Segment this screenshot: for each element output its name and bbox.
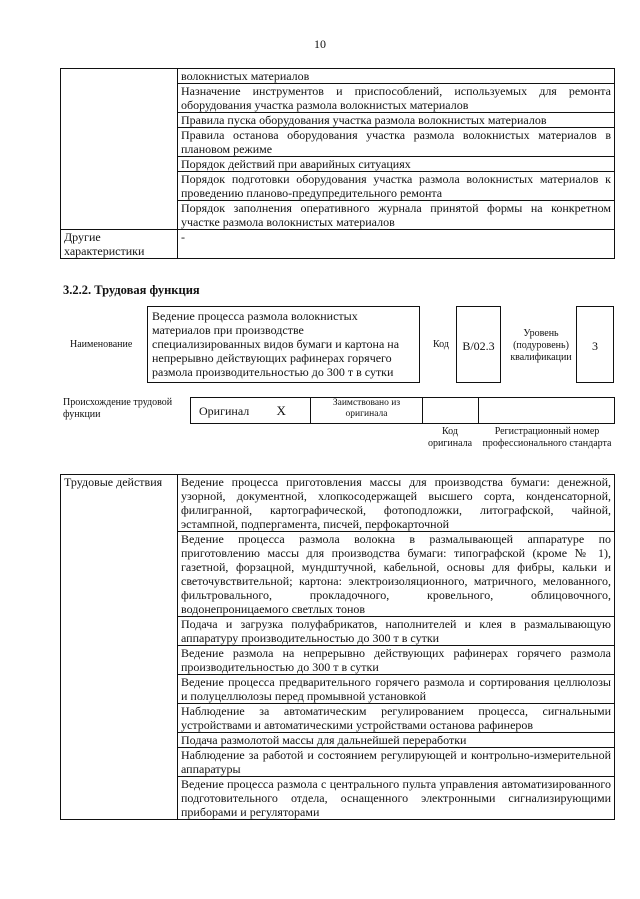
table-row	[61, 69, 615, 84]
knowledge-item: Порядок заполнения оперативного журнала принятой формы на конкретном участке размола волокнистых материалов	[178, 201, 615, 230]
other-characteristics-value: -	[178, 230, 615, 259]
function-name-box	[147, 306, 420, 383]
labor-actions-label: Трудовые действия	[61, 475, 178, 820]
labor-actions-table	[60, 474, 615, 820]
knowledge-table	[60, 68, 615, 259]
origin-label: Происхождение трудовой функции	[63, 397, 173, 420]
labor-action-item: Ведение размола на непрерывно действующих рафинерах горячего размола производительностью до 300 т в сутки	[178, 646, 615, 675]
knowledge-item: Порядок действий при аварийных ситуациях	[178, 157, 615, 172]
code-value: B/02.3	[462, 339, 495, 353]
name-label: Наименование	[70, 339, 133, 350]
section-title: 3.2.2. Трудовая функция	[63, 283, 200, 297]
code-original-label: Код оригинала	[427, 426, 473, 449]
labor-action-item: Наблюдение за автоматическим регулированием процесса, сигнальными устройствами и автоматическими устройствами останова рафинеров	[178, 704, 615, 733]
code-box	[456, 306, 501, 383]
code-original-cell	[423, 398, 479, 424]
level-box	[576, 306, 614, 383]
function-name: Ведение процесса размола волокнистых материалов при производстве специализированных видов бумаги и картона на непрерывно действующих рафинерах горячего размола производительностью до 300 т в сутки	[152, 309, 400, 379]
knowledge-item: Порядок подготовки оборудования участка размола волокнистых материалов к проведению планово-предупредительного ремонта	[178, 172, 615, 201]
labor-action-item: Ведение процесса приготовления массы для производства бумаги: денежной, узорной, документной, хлопкосодержащей высшего сорта, конденсаторной, филигранной, картографической, фотоподложки, литографской, чайной, эстампной, подпергамента, писчей, перфокарточной	[178, 475, 615, 532]
labor-action-item: Подача размолотой массы для дальнейшей переработки	[178, 733, 615, 748]
labor-action-item: Подача и загрузка полуфабрикатов, наполнителей и клея в размалывающую аппаратуру производительностью до 300 т в сутки	[178, 617, 615, 646]
knowledge-label-cell	[61, 69, 178, 230]
level-label: Уровень (подуровень) квалификации	[510, 328, 572, 363]
reg-number-cell	[479, 398, 615, 424]
borrowed-label: Заимствовано из оригинала	[311, 398, 423, 424]
page-number: 10	[314, 37, 326, 51]
labor-action-item: Ведение процесса предварительного горячего размола и сортирования целлюлозы и полуцеллюлозы перед промывной установкой	[178, 675, 615, 704]
labor-action-item: Ведение процесса размола волокна в размалывающей аппаратуре по приготовлению массы для производства бумаги: типографской (кроме № 1), газетной, форзацной, мундштучной, кабельной, основы для фибры, кальки и светочувствительной; картона: электроизоляционного, матричного, мелованного, фильтровального, прокладочного, кровельного, облицовочного, водонепроницаемого светлых тонов	[178, 532, 615, 617]
labor-action-item: Ведение процесса размола с центрального пульта управления автоматизированного подготовительного отдела, оснащенного электронными сигнализирующими приборами и регуляторами	[178, 777, 615, 820]
other-characteristics-label: Другие характеристики	[61, 230, 178, 259]
knowledge-item: Назначение инструментов и приспособлений, используемых для ремонта оборудования участка размола волокнистых материалов	[178, 84, 615, 113]
reg-number-label: Регистрационный номер профессионального стандарта	[482, 426, 612, 449]
table-row	[61, 475, 615, 532]
table-row	[191, 398, 615, 424]
labor-action-item: Наблюдение за работой и состоянием регулирующей и контрольно-измерительной аппаратуры	[178, 748, 615, 777]
original-label: Оригинал	[191, 398, 253, 424]
original-mark: X	[253, 398, 311, 424]
origin-table	[190, 397, 615, 424]
knowledge-item: волокнистых материалов	[178, 69, 615, 84]
knowledge-item: Правила останова оборудования участка размола волокнистых материалов в плановом режиме	[178, 128, 615, 157]
code-label: Код	[433, 339, 449, 350]
knowledge-item: Правила пуска оборудования участка размола волокнистых материалов	[178, 113, 615, 128]
level-value: 3	[592, 339, 598, 353]
table-row	[61, 230, 615, 259]
